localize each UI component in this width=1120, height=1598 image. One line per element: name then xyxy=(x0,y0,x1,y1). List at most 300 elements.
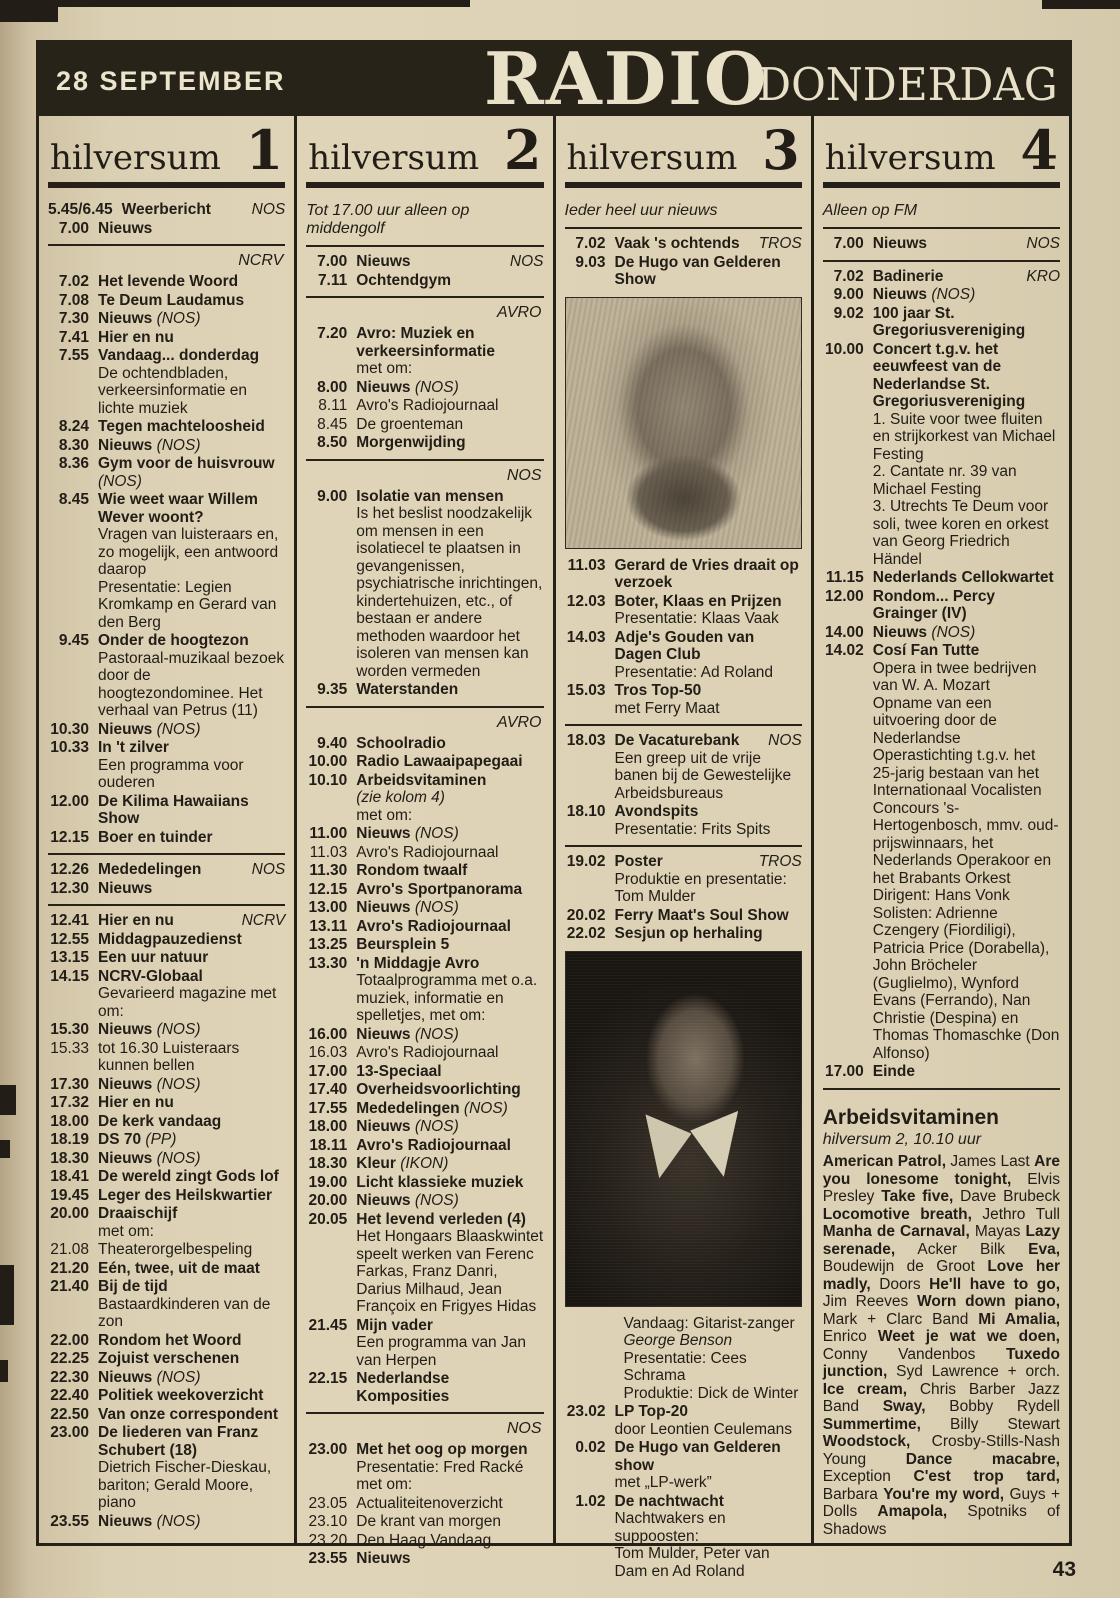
program-title: Kleur xyxy=(356,1155,396,1173)
program-time: 19.45 xyxy=(50,1186,89,1204)
program-title: De nachtwacht xyxy=(614,1492,724,1510)
program-inline-tag: (NOS) xyxy=(156,720,201,738)
program-time: 8.11 xyxy=(318,397,348,415)
program-content xyxy=(356,1081,543,1099)
program-row xyxy=(306,899,543,917)
broadcaster-tag: KRO xyxy=(1026,267,1060,285)
column-hilversum-1 xyxy=(39,116,297,1543)
column-note: Ieder heel uur nieuws xyxy=(564,202,718,219)
text-segment: Billy Stewart xyxy=(920,1415,1060,1433)
program-desc: met „LP-werk” xyxy=(614,1474,712,1492)
program-title: Adje's Gouden van Dagen Club xyxy=(614,628,755,664)
song-title: You're my word, xyxy=(883,1485,1005,1503)
program-title-line xyxy=(356,899,543,917)
song-title: Take five, xyxy=(881,1188,954,1206)
program-title: Beursplein 5 xyxy=(356,936,450,954)
text-segment: Elvis Presley xyxy=(822,1170,1060,1206)
program-title: Avro's Radiojournaal xyxy=(356,843,499,861)
column-header xyxy=(48,116,285,188)
page-date: 28 SEPTEMBER xyxy=(56,66,286,96)
program-title-line xyxy=(356,825,543,843)
photo-caption xyxy=(624,1315,802,1403)
program-row xyxy=(565,803,802,838)
program-title-line xyxy=(98,347,285,365)
program-time: 10.30 xyxy=(50,720,89,738)
scan-artifact xyxy=(0,1085,16,1115)
program-title: 13-Speciaal xyxy=(356,1062,442,1080)
song-title: Eva, xyxy=(1028,1240,1060,1258)
program-time: 12.15 xyxy=(308,880,348,898)
program-row xyxy=(306,1532,543,1550)
program-desc: Presentatie: Legien Kromkamp en Gerard van den Berg xyxy=(98,578,277,631)
program-title: Theaterorgelbespeling xyxy=(98,1241,253,1259)
program-content xyxy=(98,1168,285,1186)
broadcaster-label: NCRV xyxy=(238,252,284,269)
program-title: De Vacaturebank xyxy=(614,732,740,750)
program-row xyxy=(306,397,543,415)
program-time: 17.00 xyxy=(308,1062,348,1080)
program-title-line xyxy=(356,844,543,862)
program-list xyxy=(48,188,285,1543)
program-title: Nieuws xyxy=(872,286,928,304)
program-content xyxy=(873,268,1060,286)
program-desc: Presentatie: Frits Spits xyxy=(614,820,771,838)
program-desc: Het Hongaars Blaaskwintet speelt werken van Ferenc Farkas, Franz Danri, Darius Milhaud, Jean Françoix en Frigyes Hidas xyxy=(356,1228,544,1316)
program-desc: Pastoraal-muzikaal bezoek door de hoogtezondominee. Het verhaal van Petrus (11) xyxy=(98,649,285,720)
program-row xyxy=(565,732,802,802)
program-content xyxy=(98,1513,285,1531)
program-content xyxy=(98,1369,285,1387)
program-desc: Vragen van luisteraars en, zo mogelijk, een antwoord daarop xyxy=(98,526,279,579)
program-content xyxy=(356,1063,543,1081)
program-content xyxy=(615,1439,802,1492)
program-title: Badinerie xyxy=(872,267,944,285)
program-time: 12.03 xyxy=(566,592,606,610)
program-time: 22.00 xyxy=(50,1331,89,1349)
program-content xyxy=(98,1241,285,1259)
program-desc: De ochtendbladen, verkeersinformatie en lichte muziek xyxy=(98,364,248,417)
broadcaster-tag: NCRV xyxy=(241,912,286,930)
program-title-line xyxy=(873,305,1060,340)
program-content xyxy=(98,861,285,879)
program-row xyxy=(565,1493,802,1581)
program-title: Weerbericht xyxy=(121,201,211,218)
program-content xyxy=(98,329,285,347)
program-time: 11.03 xyxy=(567,556,606,574)
program-inline-tag: (NOS) xyxy=(156,1512,201,1530)
program-title-line xyxy=(356,881,543,899)
song-title: Love her madly, xyxy=(822,1258,1060,1293)
program-row xyxy=(823,286,1060,304)
program-time: 11.03 xyxy=(309,843,348,861)
program-content xyxy=(356,1100,543,1118)
program-time: 9.40 xyxy=(317,734,348,752)
scan-artifact xyxy=(1042,0,1120,9)
program-row xyxy=(565,235,802,253)
program-row xyxy=(48,721,285,739)
program-row xyxy=(48,1168,285,1186)
program-content xyxy=(615,803,802,838)
program-time: 21.08 xyxy=(50,1241,89,1259)
program-time: 7.41 xyxy=(58,328,89,346)
program-time: 22.15 xyxy=(308,1370,348,1388)
program-time: 7.00 xyxy=(833,235,864,253)
program-desc: Opera in twee bedrijven van W. A. Mozart xyxy=(872,659,1037,695)
column-header xyxy=(306,116,543,188)
program-row xyxy=(48,861,285,879)
program-content xyxy=(615,1403,802,1438)
program-row xyxy=(823,341,1060,569)
program-time: 9.00 xyxy=(317,487,348,505)
program-content xyxy=(615,1493,802,1581)
program-title-line xyxy=(356,488,543,506)
program-content xyxy=(356,681,543,699)
song-title: Ice cream, xyxy=(822,1380,908,1398)
broadcaster-tag: TROS xyxy=(758,853,802,871)
program-time: 7.20 xyxy=(317,325,348,343)
program-content xyxy=(98,491,285,631)
program-title: Nieuws xyxy=(872,235,928,253)
program-content xyxy=(98,632,285,720)
program-title-line xyxy=(356,772,543,790)
program-content xyxy=(98,739,285,792)
program-title: Isolatie van mensen xyxy=(356,487,504,505)
program-content xyxy=(873,235,1060,253)
text-segment: Guys + Dolls xyxy=(822,1485,1061,1521)
section-divider xyxy=(306,245,543,247)
column-header xyxy=(565,116,802,188)
scan-artifact xyxy=(0,1360,8,1382)
program-title: Nieuws xyxy=(356,378,411,396)
program-inline-tag: (NOS) xyxy=(156,1149,201,1167)
song-title: Tuxedo junction, xyxy=(822,1345,1060,1381)
program-row xyxy=(48,491,285,631)
program-title: Nieuws xyxy=(98,1368,153,1386)
program-row xyxy=(48,1278,285,1331)
program-content xyxy=(356,899,543,917)
program-row xyxy=(306,918,543,936)
program-content xyxy=(873,642,1060,1062)
program-row xyxy=(306,862,543,880)
program-content xyxy=(356,379,543,397)
program-title-line xyxy=(356,1063,543,1081)
program-row xyxy=(48,220,285,238)
program-row xyxy=(306,772,543,825)
program-time: 18.11 xyxy=(309,1136,348,1154)
program-desc: Totaalprogramma met o.a. muziek, informatie en spelletjes, met om: xyxy=(356,972,538,1025)
program-title-line xyxy=(98,292,285,310)
program-title-line xyxy=(356,1317,543,1335)
program-row xyxy=(565,593,802,628)
program-content xyxy=(98,1040,285,1075)
program-title: In 't zilver xyxy=(98,739,169,757)
song-title: Are you lonesome tonight, xyxy=(822,1153,1060,1188)
text-segment: Exception xyxy=(822,1468,914,1486)
program-title-line xyxy=(98,912,285,930)
program-content xyxy=(98,310,285,328)
program-time: 16.03 xyxy=(308,1044,348,1062)
program-title-line xyxy=(356,1532,543,1550)
program-title: Draaischijf xyxy=(98,1205,178,1223)
column-title: hilversum xyxy=(50,138,221,178)
column-title: hilversum xyxy=(308,138,480,178)
program-content xyxy=(356,1441,543,1494)
program-desc: Is het beslist noodzakelijk om mensen in een isolatiecel te plaatsen in gevangenissen, psychiatrische inrichtingen, kindertehuizen, etc., of bestaan er andere methoden waardoor het isoleren van mensen kan worden vermeden xyxy=(356,505,543,680)
program-row xyxy=(48,1113,285,1131)
program-title: Nieuws xyxy=(98,1512,153,1530)
program-content xyxy=(98,220,285,238)
program-title-line xyxy=(356,1137,543,1155)
program-title-line xyxy=(356,1441,543,1459)
program-content xyxy=(615,235,802,253)
program-content xyxy=(873,569,1060,587)
program-time: 18.41 xyxy=(50,1168,89,1186)
program-title-line xyxy=(356,1192,543,1210)
program-title: Gerard de Vries draait op verzoek xyxy=(614,556,799,592)
program-row xyxy=(48,968,285,1021)
program-content xyxy=(356,1532,543,1550)
program-time: 22.25 xyxy=(50,1350,89,1368)
program-desc: Presentatie: Fred Racké xyxy=(356,1458,524,1476)
program-title: Avro's Radiojournaal xyxy=(356,397,499,415)
program-content xyxy=(98,1187,285,1205)
program-title: Mededelingen xyxy=(356,1099,460,1117)
program-title: Nieuws xyxy=(356,1550,411,1568)
program-title: Nieuws xyxy=(98,1075,153,1093)
program-desc: Bastaardkinderen van de zon xyxy=(98,1295,271,1331)
program-title-line xyxy=(98,1021,285,1039)
program-desc: door Leontien Ceulemans xyxy=(614,1420,793,1438)
program-content xyxy=(356,488,543,681)
program-title: Overheidsvoorlichting xyxy=(356,1081,521,1099)
program-row xyxy=(48,1387,285,1405)
page-header xyxy=(36,36,1072,121)
program-content xyxy=(98,968,285,1021)
program-content xyxy=(356,1495,543,1513)
song-title: Dance macabre, xyxy=(905,1450,1060,1468)
program-title: Nederlandse Komposities xyxy=(356,1370,450,1405)
program-row xyxy=(565,853,802,906)
song-title: Manha de Carnaval, xyxy=(822,1223,970,1241)
program-title: Zojuist verschenen xyxy=(98,1350,240,1368)
program-title: Onder de hoogtezon xyxy=(98,632,249,650)
program-row xyxy=(306,1026,543,1044)
program-content xyxy=(356,1026,543,1044)
program-title: Waterstanden xyxy=(356,681,459,699)
program-row xyxy=(306,1155,543,1173)
program-title: Nieuws xyxy=(98,1149,153,1167)
program-row xyxy=(565,1439,802,1492)
program-title: Vandaag... donderdag xyxy=(98,347,260,365)
program-time: 17.30 xyxy=(50,1075,89,1093)
program-desc: (zie kolom 4) xyxy=(356,789,445,807)
program-row xyxy=(48,1094,285,1112)
program-row xyxy=(306,1550,543,1568)
program-title: Nieuws xyxy=(356,899,411,917)
program-row xyxy=(48,347,285,417)
program-inline-tag: (NOS) xyxy=(463,1099,508,1117)
program-title-line xyxy=(873,624,1060,642)
program-content xyxy=(615,593,802,628)
text-segment: Barbara xyxy=(822,1485,884,1503)
program-time: 9.35 xyxy=(317,681,348,699)
program-title-line xyxy=(98,329,285,347)
program-content xyxy=(98,437,285,455)
program-title-line xyxy=(356,1118,543,1136)
program-time: 19.02 xyxy=(566,853,606,871)
column-note: hilversum 2, 10.10 uur xyxy=(822,1131,982,1149)
program-content xyxy=(356,918,543,936)
program-title: De wereld zingt Gods lof xyxy=(98,1168,279,1186)
program-title: Avro's Sportpanorama xyxy=(356,880,523,898)
program-time: 10.00 xyxy=(308,753,348,771)
program-row xyxy=(48,793,285,828)
program-desc: met om: xyxy=(356,360,413,378)
program-content xyxy=(356,1550,543,1568)
program-row xyxy=(306,434,543,452)
broadcaster-tag: NOS xyxy=(251,861,286,879)
program-time: 18.00 xyxy=(308,1118,348,1136)
program-row xyxy=(823,588,1060,623)
program-desc: Presentatie: Ad Roland xyxy=(614,663,774,681)
section-divider xyxy=(306,296,543,298)
program-list xyxy=(823,188,1060,1543)
program-inline-tag: (NOS) xyxy=(156,310,201,328)
program-content xyxy=(98,1205,285,1240)
program-time: 23.55 xyxy=(50,1512,89,1530)
program-title-line xyxy=(98,793,285,828)
program-title: Licht klassieke muziek xyxy=(356,1173,524,1191)
program-content xyxy=(98,418,285,436)
program-content xyxy=(356,753,543,771)
program-content xyxy=(356,936,543,954)
program-time: 20.00 xyxy=(308,1192,348,1210)
program-title: Met het oog op morgen xyxy=(356,1441,528,1459)
program-title-line xyxy=(98,418,285,436)
program-title-line xyxy=(98,1187,285,1205)
program-title: 100 jaar St. Gregoriusvereniging xyxy=(872,304,1026,340)
program-title: Middagpauzedienst xyxy=(98,930,242,948)
broadcaster-tag: NOS xyxy=(768,732,802,750)
program-row xyxy=(565,925,802,943)
program-row xyxy=(823,305,1060,340)
program-inline-tag: (PP) xyxy=(145,1131,177,1149)
program-content xyxy=(356,955,543,1025)
program-title-line xyxy=(98,968,285,986)
page-day: DONDERDAG xyxy=(757,58,1058,111)
program-row xyxy=(306,936,543,954)
program-title-line xyxy=(98,437,285,455)
text-segment: Spotniks of Shadows xyxy=(822,1503,1060,1538)
program-title: De groenteman xyxy=(356,415,464,433)
program-time: 12.55 xyxy=(50,930,89,948)
text-segment: James Last xyxy=(946,1153,1035,1171)
program-time: 23.00 xyxy=(308,1441,348,1459)
program-title-line xyxy=(615,1493,802,1511)
program-inline-tag: (NOS) xyxy=(931,286,976,304)
page-title: RADIO xyxy=(484,36,769,121)
program-time: 20.05 xyxy=(308,1210,348,1228)
program-time: 12.00 xyxy=(824,587,864,605)
program-row xyxy=(565,629,802,682)
program-title-line xyxy=(98,1205,285,1223)
program-content xyxy=(356,844,543,862)
program-content xyxy=(98,1424,285,1512)
program-desc: Een greep uit de vrije banen bij de Gewestelijke Arbeidsbureaus xyxy=(614,749,792,802)
program-title-line xyxy=(98,1513,285,1531)
program-title: Nieuws xyxy=(356,1025,411,1043)
song-title: Summertime, xyxy=(822,1415,921,1433)
program-title-line xyxy=(98,310,285,328)
program-title-line xyxy=(98,1040,285,1075)
program-title-line xyxy=(98,1350,285,1368)
program-time: 23.00 xyxy=(50,1424,89,1442)
program-time: 14.15 xyxy=(50,967,89,985)
text-segment: Acker Bilk xyxy=(895,1240,1029,1258)
program-title: Leger des Heilskwartier xyxy=(98,1186,273,1204)
program-content xyxy=(873,1063,1060,1081)
program-title: Nieuws xyxy=(98,879,153,897)
program-content xyxy=(98,1131,285,1149)
program-desc: Dirigent: Hans Vonk xyxy=(872,887,1010,905)
program-time: 14.00 xyxy=(824,623,864,641)
program-time: 13.15 xyxy=(50,949,89,967)
program-row xyxy=(306,1513,543,1531)
program-title-line xyxy=(873,1063,1060,1081)
program-row xyxy=(48,1021,285,1039)
program-title-line xyxy=(98,1387,285,1405)
column-number: 4 xyxy=(1020,118,1058,182)
program-content xyxy=(356,825,543,843)
program-row xyxy=(823,235,1060,253)
program-row xyxy=(306,681,543,699)
program-row xyxy=(306,325,543,378)
program-content xyxy=(98,793,285,828)
program-title-line xyxy=(873,286,1060,304)
program-title: Rondom... Percy Grainger (IV) xyxy=(872,587,996,623)
program-time: 13.00 xyxy=(308,899,348,917)
song-title: Worn down piano, xyxy=(917,1293,1060,1311)
program-content xyxy=(615,557,802,592)
program-title-line xyxy=(356,918,543,936)
program-title-line xyxy=(356,735,543,753)
program-title-line xyxy=(98,1241,285,1259)
program-time: 22.30 xyxy=(50,1368,89,1386)
program-inline-tag: (NOS) xyxy=(414,378,459,396)
program-time: 17.32 xyxy=(50,1094,89,1112)
program-inline-tag: (NOS) xyxy=(414,1192,459,1210)
section-divider xyxy=(48,904,285,906)
program-content xyxy=(98,829,285,847)
program-time: 20.00 xyxy=(50,1205,89,1223)
program-time: 10.10 xyxy=(308,771,348,789)
column-hilversum-3 xyxy=(556,116,814,1580)
program-row xyxy=(306,1044,543,1062)
program-title-line xyxy=(98,1150,285,1168)
program-row xyxy=(306,955,543,1025)
program-content xyxy=(98,273,285,291)
program-title: Nieuws xyxy=(98,1021,153,1039)
program-content xyxy=(98,949,285,967)
program-row xyxy=(823,569,1060,587)
program-time: 8.50 xyxy=(317,434,348,452)
program-time: 15.33 xyxy=(50,1039,89,1057)
program-content xyxy=(98,1094,285,1112)
song-title: Weet je wat we doen, xyxy=(877,1328,1060,1346)
program-content xyxy=(98,1406,285,1424)
program-row xyxy=(48,1076,285,1094)
program-row xyxy=(48,1424,285,1512)
